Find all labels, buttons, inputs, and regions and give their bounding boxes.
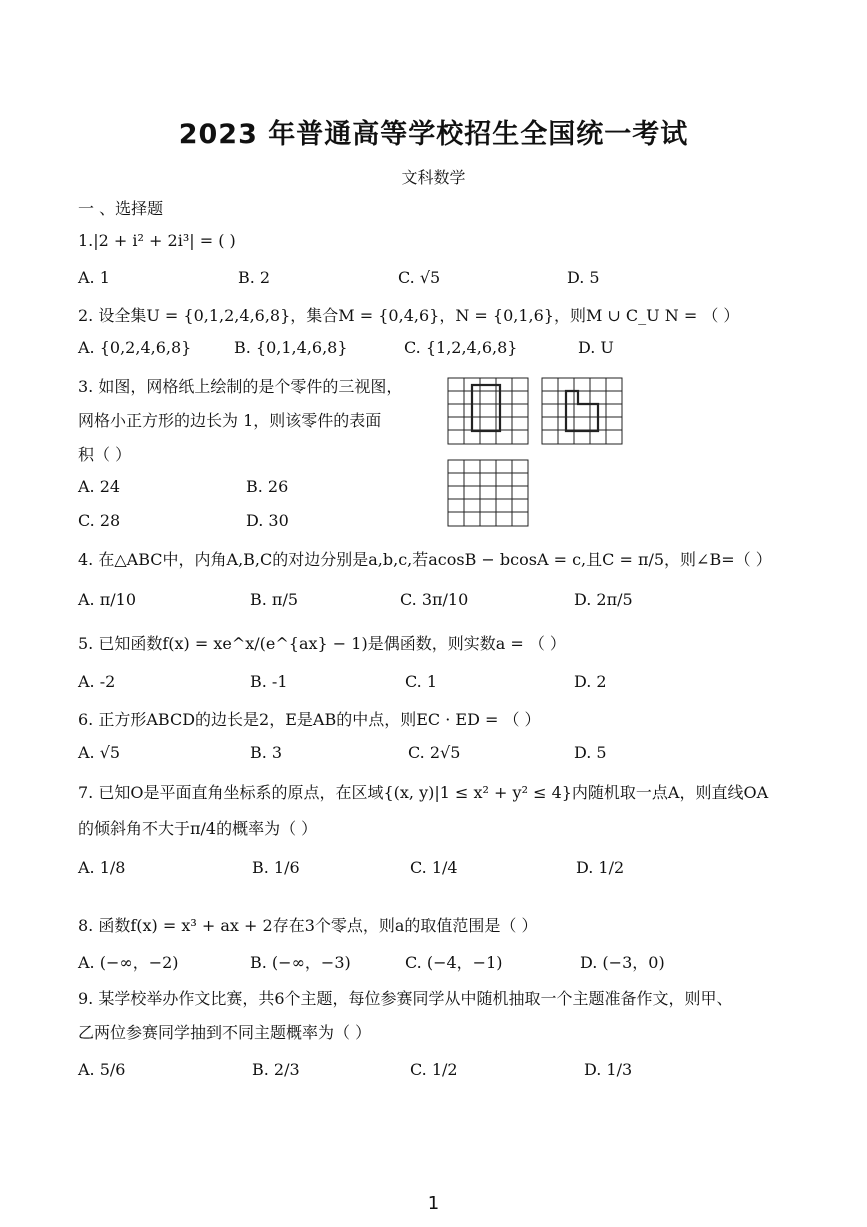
q6-option-d: D. 5 [574,743,607,762]
q6-option-c: C. 2√5 [408,743,461,762]
q8-option-b: B. (−∞，−3) [250,953,351,972]
top-view-grid [448,460,528,526]
q3-stem-line3: 积（ ） [78,445,132,464]
q3-option-b: B. 26 [246,477,289,496]
q7-stem-line2: 的倾斜角不大于π/4的概率为（ ） [78,819,318,838]
front-view-grid [448,378,528,444]
q9-option-c: C. 1/2 [410,1060,458,1079]
q4-option-d: D. 2π/5 [574,590,633,609]
q8-option-d: D. (−3，0) [580,953,665,972]
q5-option-c: C. 1 [405,672,438,691]
section-heading: 一 、选择题 [78,199,164,218]
q2-option-c: C. {1,2,4,6,8} [404,338,518,357]
q2-option-a: A. {0,2,4,6,8} [78,338,192,357]
q3-stem-line2: 网格小正方形的边长为 1，则该零件的表面 [78,411,382,430]
q9-option-a: A. 5/6 [78,1060,126,1079]
three-view-figure [445,375,630,530]
q4-option-b: B. π/5 [250,590,299,609]
q1-option-d: D. 5 [567,268,600,287]
q9-stem-line1: 9. 某学校举办作文比赛，共6个主题，每位参赛同学从中随机抽取一个主题准备作文，则甲、 [78,989,733,1008]
q9-stem-line2: 乙两位参赛同学抽到不同主题概率为（ ） [78,1023,372,1042]
q7-option-b: B. 1/6 [252,858,300,877]
q7-stem-line1: 7. 已知O是平面直角坐标系的原点，在区域{(x, y)|1 ≤ x² + y² ≤ 4}内随机取一点A，则直线OA [78,783,769,802]
q3-option-a: A. 24 [78,477,121,496]
q8-option-c: C. (−4，−1) [405,953,503,972]
q4-option-a: A. π/10 [78,590,136,609]
page-subtitle: 文科数学 [401,168,466,187]
q5-option-a: A. -2 [78,672,116,691]
q7-option-d: D. 1/2 [576,858,625,877]
q1-option-c: C. √5 [398,268,441,287]
page-number: 1 [427,1193,440,1214]
q4-option-c: C. 3π/10 [400,590,469,609]
q4-stem: 4. 在△ABC中，内角A,B,C的对边分别是a,b,c,若acosB − bcosA = c,且C = π/5，则∠B=（ ） [78,550,772,569]
q6-option-b: B. 3 [250,743,283,762]
q2-option-b: B. {0,1,4,6,8} [234,338,348,357]
q7-option-c: C. 1/4 [410,858,458,877]
q8-stem: 8. 函数f(x) = x³ + ax + 2存在3个零点，则a的取值范围是（ ） [78,916,538,935]
q8-option-a: A. (−∞，−2) [78,953,179,972]
q3-stem-line1: 3. 如图，网格纸上绘制的是个零件的三视图， [78,377,403,396]
q5-option-b: B. -1 [250,672,288,691]
q6-stem: 6. 正方形ABCD的边长是2，E是AB的中点，则EC · ED = （ ） [78,710,541,729]
q6-option-a: A. √5 [78,743,121,762]
q5-stem: 5. 已知函数f(x) = xe^x/(e^{ax} − 1)是偶函数，则实数a = （ ） [78,634,566,653]
q1-option-a: A. 1 [78,268,110,287]
q3-option-d: D. 30 [246,511,289,530]
q5-option-d: D. 2 [574,672,607,691]
page-title: 2023 年普通高等学校招生全国统一考试 [178,119,689,150]
q1-stem: 1.|2 + i² + 2i³| = ( ) [78,231,236,250]
q9-option-b: B. 2/3 [252,1060,300,1079]
q7-option-a: A. 1/8 [78,858,126,877]
side-view-grid [542,378,622,444]
q2-stem: 2. 设全集U = {0,1,2,4,6,8}，集合M = {0,4,6}，N = {0,1,6}，则M ∪ C_U N = （ ） [78,306,740,325]
q1-option-b: B. 2 [238,268,271,287]
q2-option-d: D. U [578,338,614,357]
q3-option-c: C. 28 [78,511,121,530]
q9-option-d: D. 1/3 [584,1060,633,1079]
